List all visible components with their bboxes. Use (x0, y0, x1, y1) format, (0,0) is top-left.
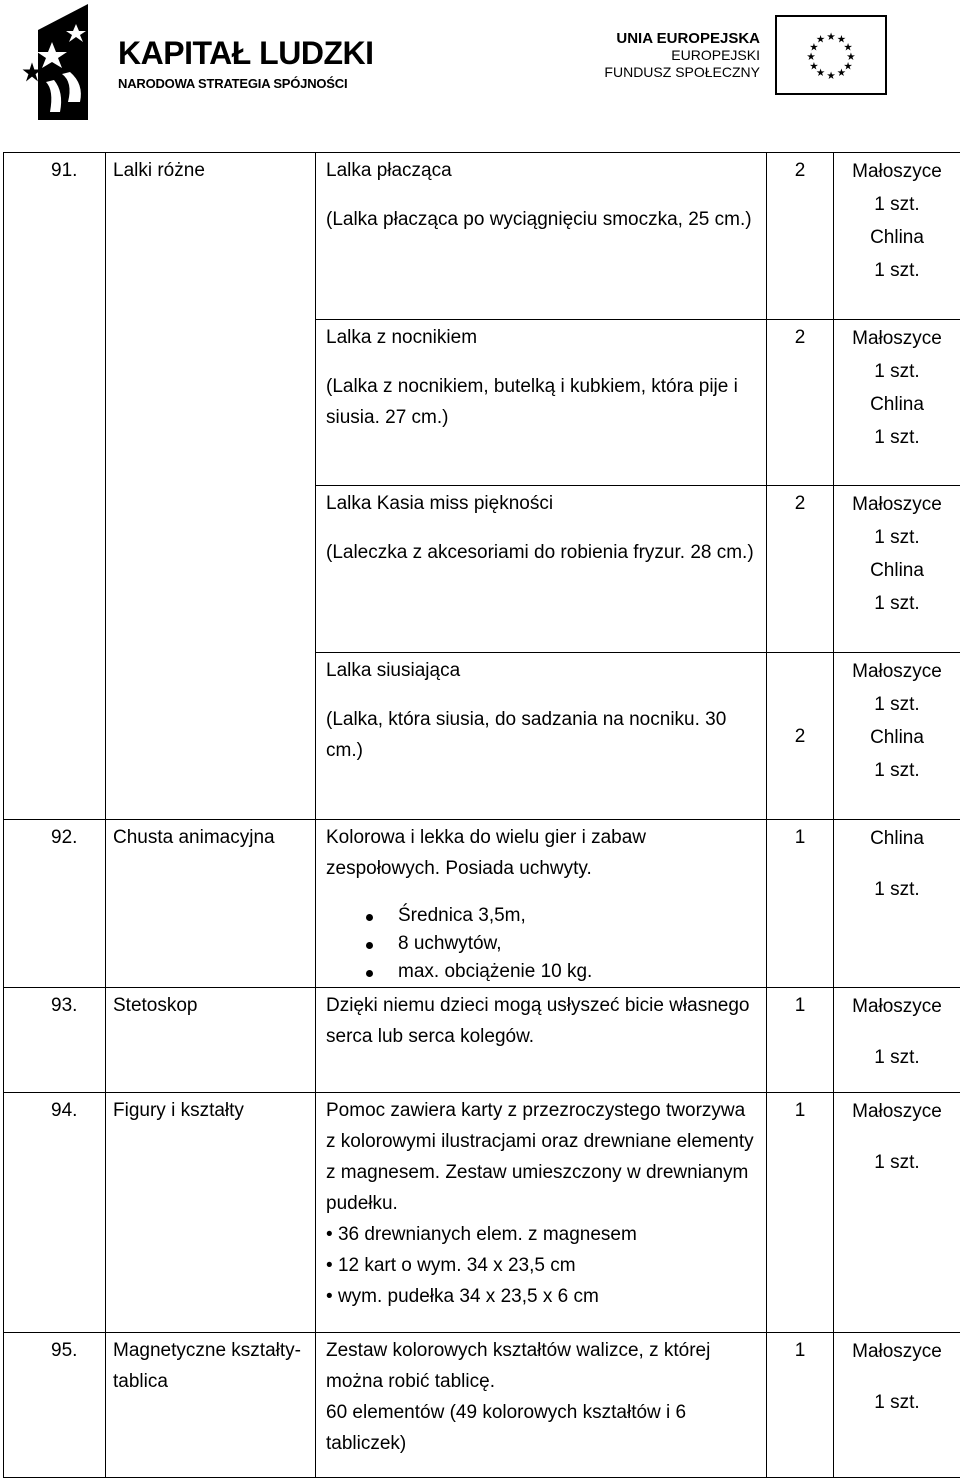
item-location (834, 319, 960, 486)
item-detail: (Laleczka z akcesoriami do robienia fryzur. 28 cm.) (326, 542, 754, 564)
item-location (834, 988, 960, 1092)
item-location (834, 153, 960, 320)
location-name: Chlina (870, 827, 924, 849)
item-quantity: 2 (767, 319, 834, 486)
location-qty: 1 szt. (874, 693, 920, 715)
location-name: Małoszyce (852, 161, 942, 182)
kapital-ludzki-title: KAPITAŁ LUDZKI (118, 35, 374, 71)
item-description (316, 819, 767, 988)
item-title: Lalka siusiająca (326, 659, 461, 681)
svg-text:★: ★ (815, 33, 826, 46)
item-description: Dzięki niemu dzieci mogą usłyszeć bicie własnego serca lub serca kolegów. (316, 988, 767, 1092)
item-description (316, 153, 767, 320)
svg-text:★: ★ (836, 33, 847, 46)
feature-list (326, 1219, 758, 1312)
item-title: Lalka płacząca (326, 160, 452, 181)
item-quantity: 1 (767, 1333, 834, 1478)
list-item: • 36 drewnianych elem. z magnesem (326, 1219, 758, 1250)
item-quantity: 1 (767, 1092, 834, 1333)
item-name: Magnetyczne kształty-tablica (106, 1333, 316, 1478)
item-name: Stetoskop (106, 988, 316, 1092)
item-desc-text-2: 60 elementów (49 kolorowych kształtów i 6 tabliczek) (326, 1402, 687, 1455)
item-location (834, 652, 960, 819)
row-number: 95. (4, 1333, 106, 1478)
eu-text-block (600, 30, 760, 81)
list-item: • 12 kart o wym. 34 x 23,5 cm (326, 1250, 758, 1281)
item-detail: (Lalka, która siusia, do sadzania na nocniku. 30 cm.) (326, 708, 727, 761)
location-qty: 1 szt. (874, 1392, 920, 1414)
list-item: • wym. pudełka 34 x 23,5 x 6 cm (326, 1281, 758, 1312)
location-name: Małoszyce (852, 494, 942, 516)
location-name: Chlina (870, 560, 924, 582)
feature-list (366, 902, 758, 986)
eu-line2: EUROPEJSKI (671, 47, 760, 63)
item-location (834, 1333, 960, 1478)
item-title: Lalka Kasia miss piękności (326, 493, 554, 515)
item-quantity: 2 (767, 153, 834, 320)
svg-text:★: ★ (809, 41, 819, 54)
location-qty: 1 szt. (874, 759, 920, 781)
location-name: Małoszyce (852, 996, 942, 1018)
item-quantity: 1 (767, 988, 834, 1092)
item-description (316, 652, 767, 819)
item-description (316, 1092, 767, 1333)
svg-text:★: ★ (826, 69, 836, 82)
location-name: Małoszyce (852, 1341, 942, 1363)
item-detail: (Lalka płacząca po wyciągnięciu smoczka, 25 cm.) (326, 209, 752, 230)
item-quantity: 2 (767, 652, 834, 819)
location-name: Chlina (870, 227, 924, 248)
svg-text:★: ★ (806, 50, 816, 63)
svg-text:★: ★ (846, 50, 856, 63)
location-qty: 1 szt. (874, 1047, 920, 1069)
table-row (4, 988, 960, 1092)
location-name: Chlina (870, 393, 924, 415)
eu-line1: UNIA EUROPEJSKA (616, 30, 760, 47)
location-qty: 1 szt. (874, 360, 920, 382)
page-header (0, 0, 960, 130)
list-item: max. obciążenie 10 kg. (366, 958, 758, 986)
row-number: 94. (4, 1092, 106, 1333)
item-desc-text: Zestaw kolorowych kształtów walizce, z której można robić tablicę. (326, 1340, 711, 1393)
list-item: 8 uchwytów, (366, 930, 758, 958)
location-name: Małoszyce (852, 327, 942, 349)
equipment-table (3, 152, 960, 1478)
location-qty: 1 szt. (874, 260, 920, 281)
list-item: Średnica 3,5m, (366, 902, 758, 930)
location-qty: 1 szt. (874, 593, 920, 615)
location-name: Chlina (870, 726, 924, 748)
table-row (4, 819, 960, 988)
location-qty: 1 szt. (874, 878, 920, 900)
eu-line3: FUNDUSZ SPOŁECZNY (604, 64, 760, 80)
svg-text:★: ★ (809, 60, 819, 73)
table-row (4, 153, 960, 320)
svg-text:★: ★ (815, 66, 826, 79)
eu-flag-icon (775, 15, 887, 95)
item-name: Figury i kształty (106, 1092, 316, 1333)
location-qty: 1 szt. (874, 426, 920, 448)
row-number: 91. (4, 153, 106, 820)
svg-text:★: ★ (843, 41, 853, 54)
item-title: Lalka z nocnikiem (326, 326, 478, 348)
item-location (834, 819, 960, 988)
item-description (316, 486, 767, 653)
row-number: 93. (4, 988, 106, 1092)
svg-text:★: ★ (843, 60, 853, 73)
table-row (4, 1333, 960, 1478)
svg-text:★: ★ (836, 66, 847, 79)
item-location (834, 1092, 960, 1333)
item-quantity: 1 (767, 819, 834, 988)
location-name: Małoszyce (852, 660, 942, 682)
svg-text:★: ★ (826, 30, 836, 43)
location-qty: 1 szt. (874, 1151, 920, 1173)
item-quantity: 2 (767, 486, 834, 653)
location-qty: 1 szt. (874, 527, 920, 549)
item-name: Lalki różne (106, 153, 316, 820)
item-name: Chusta animacyjna (106, 819, 316, 988)
kapital-ludzki-logo-icon (18, 2, 118, 120)
location-qty: 1 szt. (874, 194, 920, 215)
item-description (316, 1333, 767, 1478)
kapital-ludzki-subtitle: NARODOWA STRATEGIA SPÓJNOŚCI (118, 76, 348, 91)
item-description (316, 319, 767, 486)
item-detail: (Lalka z nocnikiem, butelką i kubkiem, która pije i siusia. 27 cm.) (326, 375, 738, 428)
item-location (834, 486, 960, 653)
location-name: Małoszyce (852, 1100, 942, 1122)
item-desc-text: Kolorowa i lekka do wielu gier i zabaw zespołowych. Posiada uchwyty. (326, 826, 646, 879)
item-desc-text: Pomoc zawiera karty z przezroczystego tworzywa z kolorowymi ilustracjami oraz drewniane elementy z magnesem. Zestaw umieszczony w drewnianym pudełku. (326, 1099, 754, 1214)
row-number: 92. (4, 819, 106, 988)
table-row (4, 1092, 960, 1333)
